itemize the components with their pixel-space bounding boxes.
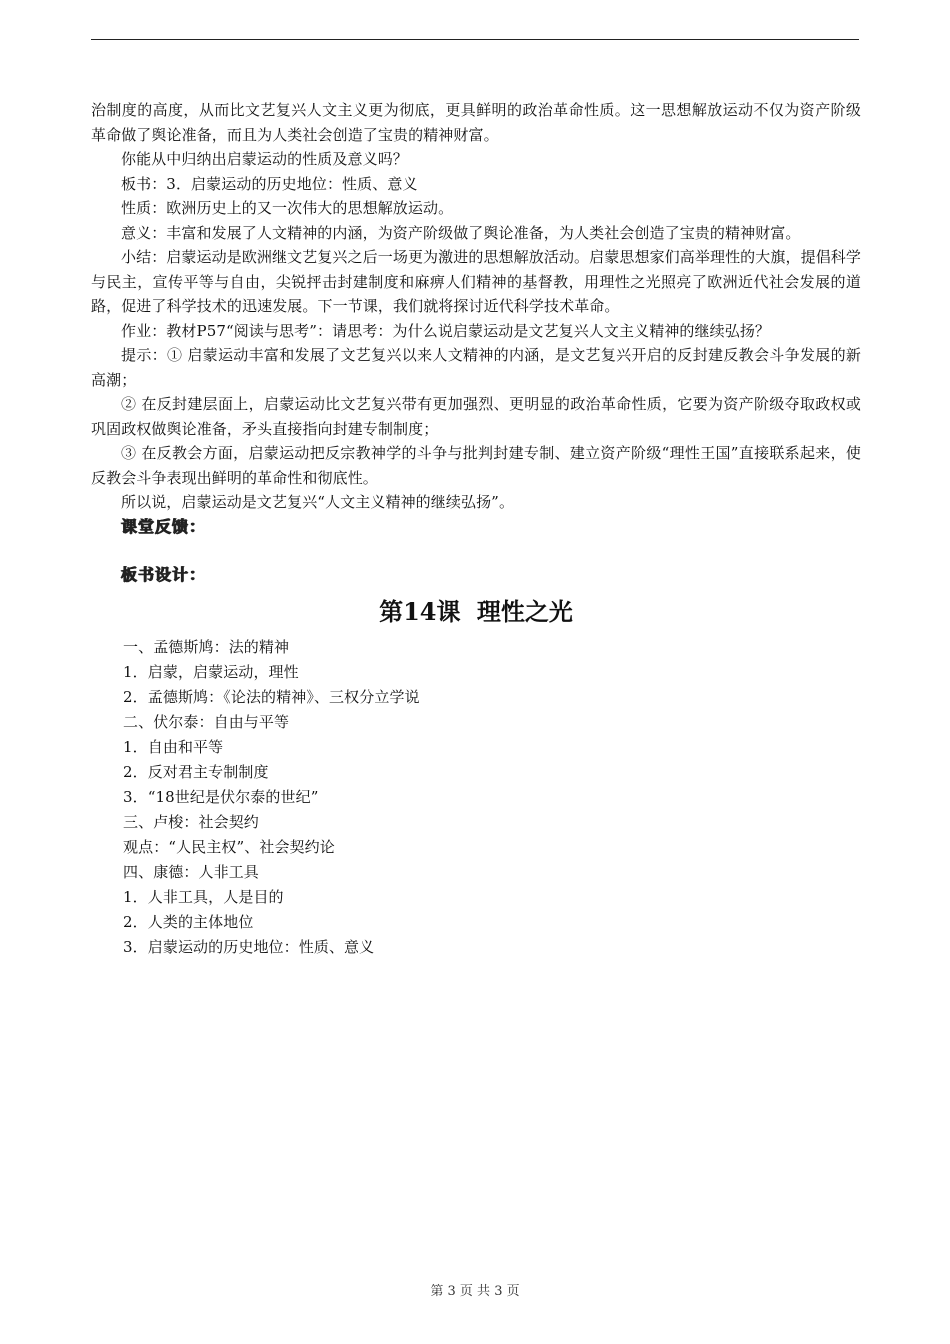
outline-item: 三、卢梭：社会契约 (123, 812, 259, 831)
paragraph: 作业：教材P57“阅读与思考”：请思考：为什么说启蒙运动是文艺复兴人文主义精神的继续弘扬？ (121, 321, 771, 340)
page-footer: 第 3 页 共 3 页 (430, 1284, 520, 1299)
lesson-title (91, 595, 861, 629)
paragraph: 治制度的高度，从而比文艺复兴人文主义更为彻底，更具鲜明的政治革命性质。这一思想解放运动不仅为资产阶级革命做了舆论准备，而且为人类社会创造了宝贵的精神财富。 (91, 101, 861, 144)
outline-item: 2．人类的主体地位 (123, 912, 254, 931)
outline-item: 2．孟德斯鸠：《论法的精神》、三权分立学说 (123, 687, 420, 706)
paragraph: 提示：① 启蒙运动丰富和发展了文艺复兴以来人文精神的内涵，是文艺复兴开启的反封建反教会斗争发展的新高潮； (91, 346, 861, 389)
outline-item: 2．反对君主专制制度 (123, 762, 269, 781)
outline-item: 3．启蒙运动的历史地位：性质、意义 (123, 937, 375, 956)
paragraph: ② 在反封建层面上，启蒙运动比文艺复兴带有更加强烈、更明显的政治革命性质，它要为资产阶级夺取政权或巩固政权做舆论准备，矛头直接指向封建专制制度； (91, 395, 861, 438)
paragraph: ③ 在反教会方面，启蒙运动把反宗教神学的斗争与批判封建专制、建立资产阶级“理性王国”直接联系起来，使反教会斗争表现出鲜明的革命性和彻底性。 (91, 444, 861, 487)
paragraph: 性质：欧洲历史上的又一次伟大的思想解放运动。 (121, 199, 454, 217)
header-rule (91, 39, 859, 40)
paragraph: 板书：3．启蒙运动的历史地位：性质、意义 (121, 174, 418, 193)
outline-item: 1．启蒙，启蒙运动，理性 (123, 662, 299, 681)
outline-item: 1．人非工具，人是目的 (123, 887, 284, 906)
board-outline (123, 635, 861, 960)
lesson-number: 第14课 (379, 596, 461, 626)
outline-item: 1．自由和平等 (123, 737, 224, 756)
outline-item: 四、康德：人非工具 (123, 862, 259, 881)
paragraph: 小结：启蒙运动是欧洲继文艺复兴之后一场更为激进的思想解放活动。启蒙思想家们高举理性的大旗，提倡科学与民主，宣传平等与自由，尖锐抨击封建制度和麻痹人们精神的基督教，用理性之光照亮了欧洲近代社会发展的道路，促进了科学技术的迅速发展。下一节课，我们就将探讨近代科学技术革命。 (91, 248, 861, 315)
lesson-name: 理性之光 (476, 596, 573, 626)
outline-item: 3．“18世纪是伏尔泰的世纪” (123, 787, 319, 806)
paragraph: 意义：丰富和发展了人文精神的内涵，为资产阶级做了舆论准备，为人类社会创造了宝贵的精神财富。 (121, 223, 801, 242)
outline-item: 观点：“人民主权”、社会契约论 (123, 837, 335, 856)
paragraph: 你能从中归纳出启蒙运动的性质及意义吗？ (121, 150, 408, 168)
feedback-heading: 课堂反馈： (121, 516, 207, 536)
outline-item: 一、孟德斯鸠：法的精神 (123, 637, 290, 656)
page-content (91, 98, 861, 960)
outline-item: 二、伏尔泰：自由与平等 (123, 712, 290, 731)
paragraph: 所以说，启蒙运动是文艺复兴“人文主义精神的继续弘扬”。 (121, 493, 515, 511)
board-design-heading: 板书设计： (121, 564, 207, 584)
